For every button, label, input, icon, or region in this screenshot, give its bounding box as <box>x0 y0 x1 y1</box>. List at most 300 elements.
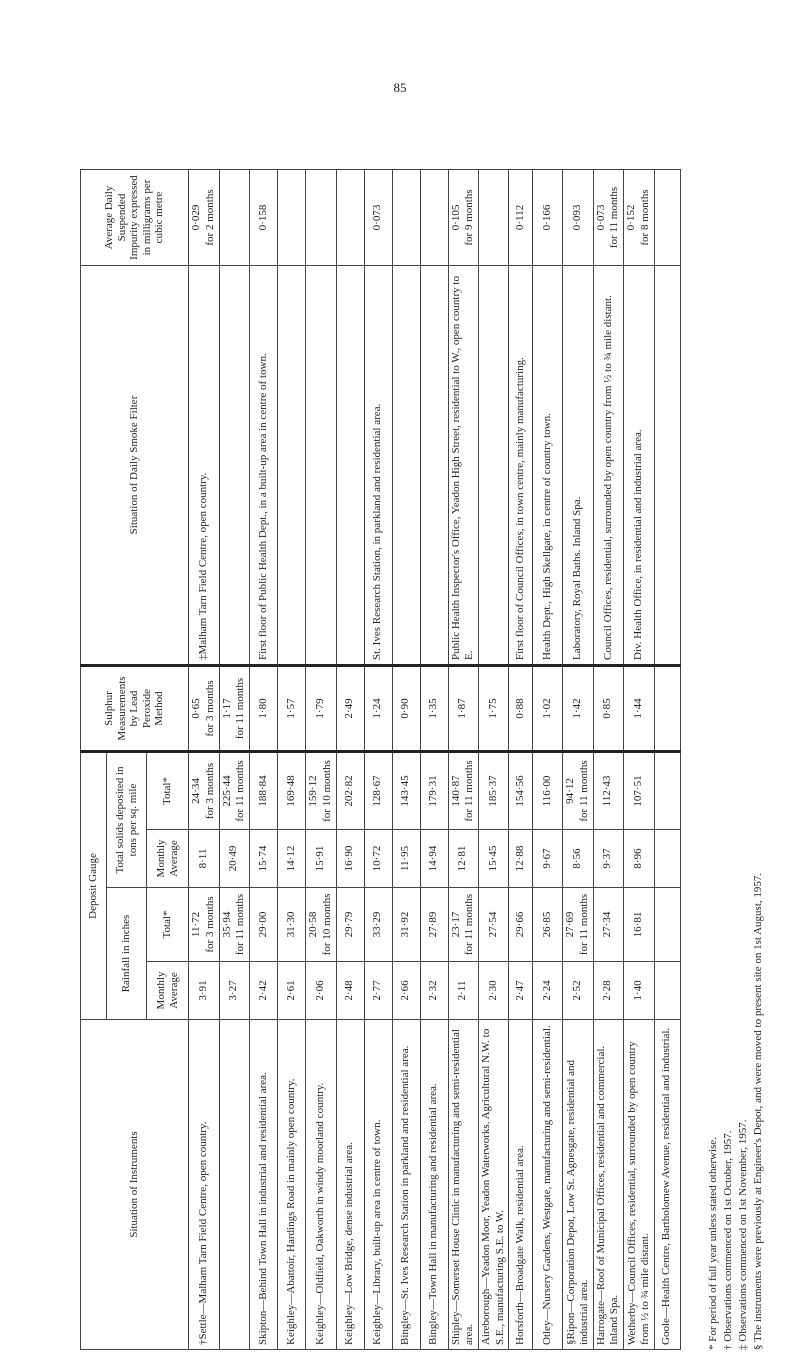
solids-total-note: for 10 months <box>320 760 333 822</box>
solids-total-value: 143·45 <box>399 775 412 807</box>
solids-total-note: for 11 months <box>234 760 247 822</box>
suspended-impurity <box>250 170 278 266</box>
header-smoke-filter: Situation of Daily Smoke Filter <box>81 266 189 666</box>
header-sulphur: Sulphur Measurements by Lead Peroxide Method <box>81 666 189 752</box>
footnote: † Observations commenced on 1st October, 1957. <box>721 1130 734 1350</box>
rain-total-value: 29·66 <box>513 911 526 938</box>
sulphur-value <box>250 666 278 752</box>
rain-total-value: 27·89 <box>427 911 440 938</box>
rain-total <box>420 888 448 962</box>
suspended-impurity <box>219 170 250 266</box>
table-row <box>593 170 624 1350</box>
sulphur-value-value: 1·79 <box>313 698 326 719</box>
sulphur-value <box>479 666 509 752</box>
rain-total <box>189 888 220 962</box>
sulphur-value-note: for 3 months <box>203 680 216 737</box>
sulphur-value <box>219 666 250 752</box>
table-row <box>250 170 278 1350</box>
suspended-impurity <box>306 170 337 266</box>
suspended-impurity-note: for 11 months <box>608 186 621 249</box>
solids-total-value: 107·51 <box>631 775 644 807</box>
rain-total-note: for 11 months <box>463 893 476 956</box>
instrument-site-value: Aireborough—Yeadon Moor, Yeadon Waterworks. Agricultural N.W. to S.E., manufacturing S.E. to W. <box>480 1028 506 1345</box>
sulphur-value-value: 0·85 <box>601 698 614 719</box>
header-rain-monthly: Monthly Average <box>147 962 189 1020</box>
solids-monthly-average <box>533 830 563 888</box>
rain-monthly-average <box>219 962 250 1020</box>
table-landscape <box>80 110 800 1350</box>
solids-monthly-average-value: 15·74 <box>256 845 269 872</box>
suspended-impurity <box>278 170 306 266</box>
suspended-impurity <box>509 170 533 266</box>
solids-total-value: 159·12 <box>307 775 319 807</box>
sulphur-value <box>278 666 306 752</box>
sulphur-value-value: 0·90 <box>399 698 412 719</box>
solids-monthly-average <box>563 830 594 888</box>
smoke-filter-site-value: St. Ives Research Station, in parkland and residential area. <box>371 403 384 660</box>
table-row <box>278 170 306 1350</box>
solids-monthly-average <box>448 830 479 888</box>
rain-total <box>392 888 420 962</box>
instrument-site-value: †Settle—Malham Tarn Field Centre, open country. <box>197 1121 210 1345</box>
solids-total-value: 185·37 <box>486 775 499 807</box>
sulphur-value-note: for 11 months <box>234 677 247 740</box>
solids-total-value: 154·56 <box>513 775 526 807</box>
solids-monthly-average-value: 16·90 <box>343 845 356 872</box>
smoke-filter-site-value: Public Health Inspector's Office, Yeadon High Street, residential to W., open country to E. <box>450 276 476 660</box>
smoke-filter-site <box>392 266 420 666</box>
suspended-impurity <box>420 170 448 266</box>
rain-monthly-average-value: 3·27 <box>227 980 240 1001</box>
suspended-impurity <box>364 170 392 266</box>
header-suspended: Average Daily Suspended Impurity expressed in milligrams per cubic metre <box>81 170 189 266</box>
table-row <box>336 170 364 1350</box>
rain-monthly-average-value: 2·11 <box>456 980 469 1001</box>
solids-total-value: 169·48 <box>284 775 297 807</box>
instrument-site-value: Keighley—Oldfield, Oakworth in windy moorland country. <box>314 1082 327 1345</box>
rain-total-value: 29·00 <box>256 911 269 938</box>
instrument-site <box>189 1020 220 1350</box>
instrument-site <box>509 1020 533 1350</box>
sulphur-value-value: 1·57 <box>284 698 297 719</box>
header-total-solids: Total solids deposited in tons per sq. mile <box>107 752 147 888</box>
rain-monthly-average-value: 2·47 <box>513 980 526 1001</box>
rotated-table-area <box>80 110 800 1350</box>
table-row <box>189 170 220 1350</box>
rain-monthly-average <box>654 962 680 1020</box>
sulphur-value <box>509 666 533 752</box>
sulphur-value-value: 1·80 <box>256 698 269 719</box>
solids-monthly-average-value: 8·96 <box>631 848 644 869</box>
solids-monthly-average <box>189 830 220 888</box>
sulphur-value-value: 1·35 <box>427 698 440 719</box>
instrument-site <box>336 1020 364 1350</box>
solids-total-value: 140·87 <box>449 775 462 807</box>
table-body <box>189 170 681 1350</box>
sulphur-value <box>306 666 337 752</box>
suspended-impurity-value: 0·166 <box>540 204 553 231</box>
instrument-site-value: Bingley—St. Ives Research Station in parkland and residential area. <box>399 1045 412 1345</box>
rain-total-note: for 3 months <box>203 896 216 953</box>
footnote: ‡ Observations commenced on 1st November, 1957. <box>736 1119 749 1350</box>
sulphur-value-value: 0·65 <box>190 698 202 719</box>
smoke-filter-site <box>479 266 509 666</box>
rain-total <box>593 888 624 962</box>
table-row <box>563 170 594 1350</box>
solids-monthly-average <box>479 830 509 888</box>
suspended-impurity <box>624 170 655 266</box>
header-rain-total: Total* <box>147 888 189 962</box>
sulphur-value-value: 1·75 <box>486 698 499 719</box>
solids-total <box>479 752 509 830</box>
rain-monthly-average-value: 2·42 <box>256 980 269 1001</box>
instrument-site-value: Otley—Nursery Gardens, Westgate, manufacturing and semi-residential. <box>540 1025 553 1345</box>
rain-monthly-average <box>250 962 278 1020</box>
smoke-filter-site-value: Laboratory, Royal Baths. Inland Spa. <box>571 496 584 660</box>
header-situation-instruments: Situation of Instruments <box>81 1020 189 1350</box>
rain-total-note: for 11 months <box>234 893 247 956</box>
solids-total-value: 225·44 <box>220 775 233 807</box>
table-row <box>533 170 563 1350</box>
instrument-site-value: Bingley—Town Hall in manufacturing and residential area. <box>427 1083 440 1345</box>
solids-total <box>448 752 479 830</box>
instrument-site <box>533 1020 563 1350</box>
sulphur-value-value: 0·88 <box>513 698 526 719</box>
rain-monthly-average <box>278 962 306 1020</box>
sulphur-value-value: 1·17 <box>220 698 233 719</box>
smoke-filter-site-value: First floor of Public Health Dept., in a built-up area in centre of town. <box>256 353 269 660</box>
instrument-site <box>448 1020 479 1350</box>
solids-total <box>336 752 364 830</box>
solids-monthly-average <box>336 830 364 888</box>
rain-monthly-average-value: 2·48 <box>343 980 356 1001</box>
header-solids-total: Total* <box>147 752 189 830</box>
rain-total-value: 26·85 <box>540 911 553 938</box>
rain-total-value: 29·79 <box>343 911 356 938</box>
rain-monthly-average-value: 2·24 <box>540 980 553 1001</box>
rain-total-value: 23·17 <box>449 911 462 938</box>
rain-total-value: 27·69 <box>564 911 576 938</box>
rain-total <box>624 888 655 962</box>
suspended-impurity <box>336 170 364 266</box>
suspended-impurity-value: 0·105 <box>449 204 462 231</box>
rain-total-value: 16·81 <box>631 911 644 938</box>
instrument-site-value: Horsforth—Broadgate Walk, residential area. <box>513 1145 526 1345</box>
rain-total <box>654 888 680 962</box>
smoke-filter-site <box>448 266 479 666</box>
table-row <box>509 170 533 1350</box>
smoke-filter-site <box>364 266 392 666</box>
table-row <box>479 170 509 1350</box>
instrument-site <box>654 1020 680 1350</box>
sulphur-value <box>533 666 563 752</box>
solids-monthly-average-value: 11·95 <box>399 845 412 872</box>
smoke-filter-site <box>593 266 624 666</box>
instrument-site-value: Shipley—Somerset House Clinic in manufacturing and semi-residential area. <box>450 1029 476 1345</box>
solids-total <box>563 752 594 830</box>
suspended-impurity-value: 0·112 <box>513 204 526 231</box>
solids-total <box>593 752 624 830</box>
instrument-site <box>219 1020 250 1350</box>
table-row <box>392 170 420 1350</box>
instrument-site-value: Harrogate—Roof of Municipal Offices, residential and commercial. Inland Spa. <box>595 1045 621 1345</box>
rain-monthly-average <box>364 962 392 1020</box>
solids-monthly-average <box>219 830 250 888</box>
solids-total-value: 116·00 <box>540 775 553 807</box>
table-row <box>448 170 479 1350</box>
solids-monthly-average <box>509 830 533 888</box>
rain-monthly-average <box>392 962 420 1020</box>
smoke-filter-site <box>563 266 594 666</box>
suspended-impurity <box>392 170 420 266</box>
solids-monthly-average-value: 9·67 <box>540 848 553 869</box>
solids-monthly-average-value: 14·12 <box>284 845 297 872</box>
solids-monthly-average-value: 20·49 <box>227 845 240 872</box>
rain-total-value: 27·34 <box>601 911 614 938</box>
page-number: 85 <box>393 80 407 95</box>
rain-total <box>448 888 479 962</box>
smoke-filter-site <box>189 266 220 666</box>
rain-monthly-average-value: 2·61 <box>284 980 297 1001</box>
rain-monthly-average-value: 2·52 <box>570 980 583 1001</box>
table-row <box>364 170 392 1350</box>
rain-total <box>219 888 250 962</box>
rain-monthly-average <box>420 962 448 1020</box>
table-row <box>624 170 655 1350</box>
suspended-impurity-value: 0·073 <box>371 204 384 231</box>
solids-total-note: for 11 months <box>463 760 476 822</box>
sulphur-value <box>593 666 624 752</box>
solids-total <box>509 752 533 830</box>
footnote: § The instruments were previously at Engineer's Depot, and were moved to present site on 1st August, 1957. <box>751 872 764 1350</box>
sulphur-value-value: 1·42 <box>570 698 583 719</box>
sulphur-value <box>420 666 448 752</box>
smoke-filter-site <box>533 266 563 666</box>
solids-monthly-average <box>364 830 392 888</box>
suspended-impurity <box>448 170 479 266</box>
solids-total <box>189 752 220 830</box>
instrument-site <box>250 1020 278 1350</box>
solids-total <box>250 752 278 830</box>
solids-total-value: 179·31 <box>427 775 440 807</box>
suspended-impurity-value: 0·093 <box>570 204 583 231</box>
solids-monthly-average-value: 12·88 <box>513 845 526 872</box>
sulphur-value <box>624 666 655 752</box>
solids-monthly-average-value: 10·72 <box>371 845 384 872</box>
smoke-filter-site-value: Div. Health Office, in residential and industrial area. <box>632 429 645 660</box>
solids-monthly-average <box>593 830 624 888</box>
rain-monthly-average-value: 3·91 <box>196 980 209 1001</box>
suspended-impurity <box>654 170 680 266</box>
instrument-site <box>306 1020 337 1350</box>
rain-monthly-average-value: 2·77 <box>371 980 384 1001</box>
smoke-filter-site <box>306 266 337 666</box>
instrument-site <box>479 1020 509 1350</box>
rain-monthly-average <box>509 962 533 1020</box>
sulphur-value-value: 1·44 <box>631 698 644 719</box>
rain-total-value: 11·72 <box>190 911 202 938</box>
suspended-impurity-value: 0·152 <box>625 204 637 231</box>
solids-monthly-average <box>306 830 337 888</box>
solids-total-value: 202·82 <box>343 775 356 807</box>
pollution-table <box>80 169 681 1350</box>
sulphur-value-value: 2·49 <box>343 698 356 719</box>
smoke-filter-site <box>219 266 250 666</box>
instrument-site-value: Keighley—Abattoir, Hardings Road in mainly open country. <box>284 1078 297 1345</box>
solids-total <box>306 752 337 830</box>
solids-monthly-average-value: 9·37 <box>601 848 614 869</box>
rain-monthly-average <box>336 962 364 1020</box>
solids-total <box>420 752 448 830</box>
solids-monthly-average <box>250 830 278 888</box>
table-row <box>654 170 680 1350</box>
smoke-filter-site-value: Health Dept., High Skellgate, in centre of country town. <box>540 413 553 660</box>
rain-total-value: 31·30 <box>284 911 297 938</box>
rain-monthly-average-value: 2·28 <box>601 980 614 1001</box>
rain-total <box>563 888 594 962</box>
instrument-site <box>624 1020 655 1350</box>
rain-total-value: 20·58 <box>307 911 319 938</box>
instrument-site <box>278 1020 306 1350</box>
suspended-impurity <box>479 170 509 266</box>
suspended-impurity-note: for 8 months <box>638 189 651 246</box>
solids-total-note: for 11 months <box>577 760 590 822</box>
suspended-impurity-value: 0·029 <box>190 204 202 231</box>
sulphur-value-value: 1·24 <box>371 698 384 719</box>
solids-monthly-average-value: 15·45 <box>486 845 499 872</box>
solids-total <box>392 752 420 830</box>
instrument-site-value: Keighley—Library, built-up area in centre of town. <box>371 1119 384 1345</box>
instrument-site-value: §Ripon—Corporation Depot, Low St. Agnesgate, residential and industrial area. <box>564 1059 590 1345</box>
table-row <box>306 170 337 1350</box>
rain-monthly-average-value: 2·66 <box>399 980 412 1001</box>
rain-total-note: for 11 months <box>577 893 590 956</box>
smoke-filter-site-value: Council Offices, residential, surrounded by open country from ½ to ¾ mile distant. <box>601 295 614 660</box>
instrument-site <box>364 1020 392 1350</box>
rain-total <box>509 888 533 962</box>
solids-total-value: 94·12 <box>564 778 576 804</box>
rain-monthly-average <box>533 962 563 1020</box>
smoke-filter-site-value: ‡Malham Tarn Field Centre, open country. <box>197 472 210 660</box>
smoke-filter-site <box>336 266 364 666</box>
rain-monthly-average-value: 1·40 <box>631 980 644 1001</box>
sulphur-value-value: 1·02 <box>540 698 553 719</box>
smoke-filter-site <box>654 266 680 666</box>
suspended-impurity <box>593 170 624 266</box>
instrument-site-value: Keighley—Low Bridge, dense industrial area. <box>343 1142 356 1345</box>
solids-monthly-average-value: 12·81 <box>456 845 469 872</box>
rain-total <box>278 888 306 962</box>
solids-monthly-average <box>420 830 448 888</box>
table-row <box>420 170 448 1350</box>
solids-total <box>278 752 306 830</box>
solids-monthly-average-value: 15·91 <box>313 845 326 872</box>
sulphur-value <box>189 666 220 752</box>
sulphur-value <box>654 666 680 752</box>
instrument-site-value: Wetherby—Council Offices, residential, surrounded by open country from ½ to ¾ mile distant. <box>625 1041 651 1345</box>
smoke-filter-site-value: First floor of Council Offices, in town centre, mainly manufacturing. <box>513 357 526 660</box>
rain-monthly-average <box>306 962 337 1020</box>
solids-total <box>364 752 392 830</box>
solids-monthly-average-value: 14·94 <box>427 845 440 872</box>
solids-monthly-average-value: 8·56 <box>570 848 583 869</box>
rain-monthly-average <box>563 962 594 1020</box>
solids-monthly-average <box>278 830 306 888</box>
instrument-site-value: Skipton—Behind Town Hall in industrial and residential area. <box>256 1072 269 1345</box>
rain-total-value: 35·94 <box>220 911 233 938</box>
solids-total-note: for 3 months <box>203 762 216 820</box>
rain-total-value: 31·92 <box>399 911 412 938</box>
solids-total-value: 112·43 <box>601 775 614 807</box>
rain-monthly-average-value: 2·32 <box>427 980 440 1001</box>
rain-total-note: for 10 months <box>320 893 333 956</box>
solids-total <box>219 752 250 830</box>
smoke-filter-site <box>420 266 448 666</box>
sulphur-value-value: 1·87 <box>456 698 469 719</box>
instrument-site <box>392 1020 420 1350</box>
rain-total <box>479 888 509 962</box>
smoke-filter-site <box>509 266 533 666</box>
table-row <box>219 170 250 1350</box>
rain-monthly-average-value: 2·06 <box>313 980 326 1001</box>
smoke-filter-site <box>278 266 306 666</box>
footnotes <box>706 150 765 1350</box>
rain-total <box>336 888 364 962</box>
solids-monthly-average <box>392 830 420 888</box>
solids-total-value: 128·67 <box>371 775 384 807</box>
header-deposit-gauge: Deposit Gauge <box>81 752 107 1020</box>
solids-total <box>624 752 655 830</box>
rain-monthly-average <box>189 962 220 1020</box>
solids-total-value: 188·84 <box>256 775 269 807</box>
rain-total <box>306 888 337 962</box>
rain-monthly-average <box>593 962 624 1020</box>
sulphur-value <box>364 666 392 752</box>
instrument-site <box>420 1020 448 1350</box>
sulphur-value <box>448 666 479 752</box>
rain-monthly-average <box>624 962 655 1020</box>
solids-total <box>654 752 680 830</box>
rain-monthly-average-value: 2·30 <box>486 980 499 1001</box>
rain-total <box>250 888 278 962</box>
instrument-site <box>563 1020 594 1350</box>
solids-monthly-average <box>624 830 655 888</box>
solids-total-value: 24·34 <box>190 778 202 804</box>
suspended-impurity-value: 0·158 <box>256 204 269 231</box>
suspended-impurity <box>189 170 220 266</box>
solids-monthly-average-value: 8·11 <box>196 848 209 869</box>
smoke-filter-site <box>250 266 278 666</box>
suspended-impurity <box>533 170 563 266</box>
instrument-site-value: Goole—Health Centre, Bartholomew Avenue, residential and industrial. <box>660 1027 673 1345</box>
sulphur-value <box>563 666 594 752</box>
solids-total <box>533 752 563 830</box>
suspended-impurity-value: 0·073 <box>594 204 607 231</box>
suspended-impurity-note: for 2 months <box>203 189 216 246</box>
smoke-filter-site <box>624 266 655 666</box>
rain-monthly-average <box>479 962 509 1020</box>
instrument-site <box>593 1020 624 1350</box>
sulphur-value <box>336 666 364 752</box>
suspended-impurity-note: for 9 months <box>463 189 476 246</box>
header-rainfall: Rainfall in inches <box>107 888 147 1020</box>
suspended-impurity <box>563 170 594 266</box>
rain-monthly-average <box>448 962 479 1020</box>
rain-total-value: 27·54 <box>486 911 499 938</box>
footnote: * For period of full year unless stated otherwise. <box>707 1137 719 1350</box>
rain-total <box>364 888 392 962</box>
header-solids-monthly: Monthly Average <box>147 830 189 888</box>
